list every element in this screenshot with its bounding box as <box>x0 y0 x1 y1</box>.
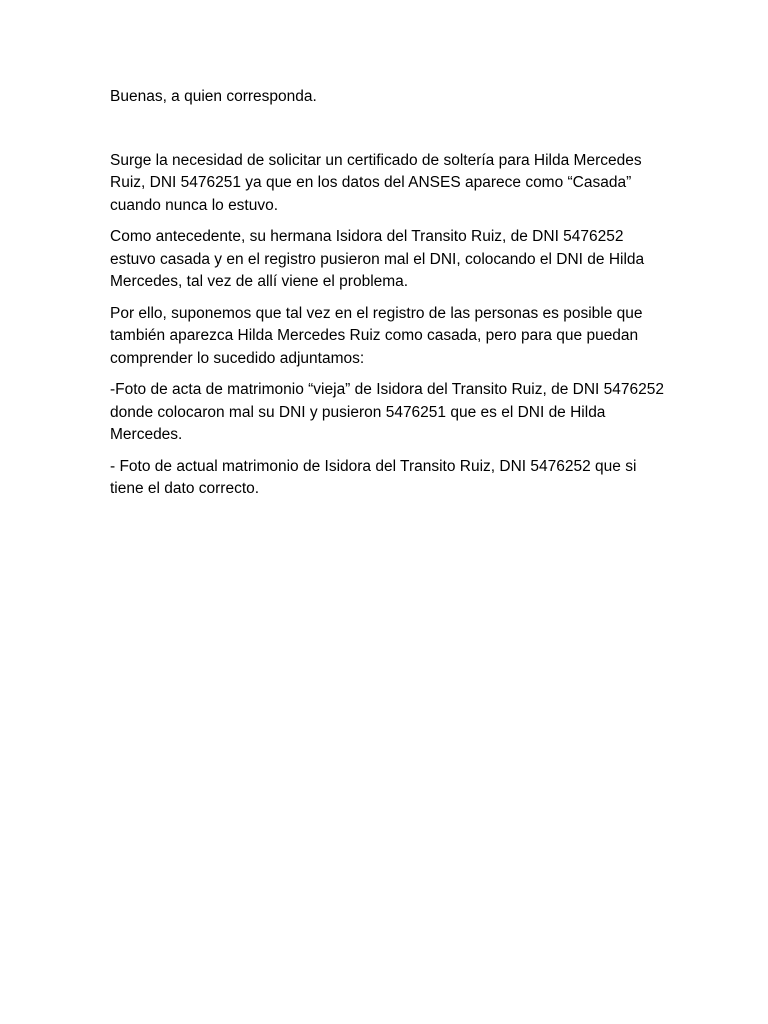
paragraph-background: Como antecedente, su hermana Isidora del Transito Ruiz, de DNI 5476252 estuvo casada y en el registro pusieron mal el DNI, colocando el DNI de Hilda Mercedes, tal vez de allí viene el problema. <box>110 228 645 290</box>
document-body <box>110 86 670 510</box>
paragraph-request: Surge la necesidad de solicitar un certificado de soltería para Hilda Mercedes Ruiz, DNI 5476251 ya que en los datos del ANSES aparece como “Casada” cuando nunca lo estuvo. <box>110 151 642 214</box>
attachment-item-old-certificate: -Foto de acta de matrimonio “vieja” de Isidora del Transito Ruiz, de DNI 5476252 donde colocaron mal su DNI y pusieron 5476251 que es el DNI de Hilda Mercedes. <box>110 381 664 443</box>
paragraph-attachments-intro: Por ello, suponemos que tal vez en el registro de las personas es posible que también aparezca Hilda Mercedes Ruiz como casada, pero para que puedan comprender lo sucedido adjuntamos: <box>110 304 643 367</box>
attachment-item-current-certificate: - Foto de actual matrimonio de Isidora del Transito Ruiz, DNI 5476252 que si tiene el dato correcto. <box>110 457 637 497</box>
greeting-line: Buenas, a quien corresponda. <box>110 88 317 105</box>
